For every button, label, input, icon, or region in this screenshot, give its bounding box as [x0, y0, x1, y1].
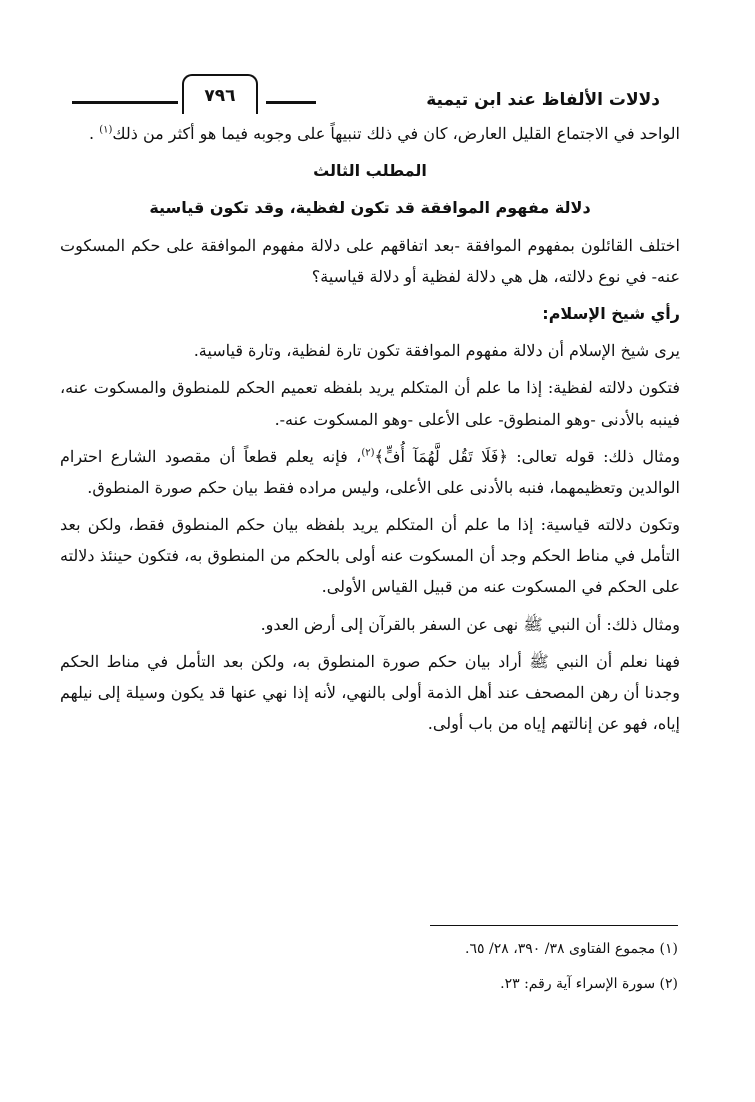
subheading: رأي شيخ الإسلام:: [542, 303, 680, 323]
paragraph: وتكون دلالته قياسية: إذا ما علم أن المتكلم يريد بلفظه بيان حكم المنطوق فقط، ولكن بعد التأمل في مناط الحكم وجد أن المسكوت عنه أولى بالحكم من المنطوق به، فتكون حينئذ دلالته على الحكم في المسكوت عنه من قبيل القياس الأولى.: [60, 515, 680, 597]
footnotes: [300, 936, 678, 1005]
footnote-ref: (٢): [361, 447, 375, 459]
paragraph: ومثال ذلك: أن النبي ﷺ نهى عن السفر بالقرآن إلى أرض العدو.: [260, 614, 680, 634]
page-number-box: [182, 74, 258, 114]
footnote-separator: [430, 925, 678, 926]
footnote-1: (١) مجموع الفتاوى ٣٨/ ٣٩٠، ٢٨/ ٦٥.: [465, 941, 678, 957]
paragraph-text: الواحد في الاجتماع القليل العارض، كان في ذلك تنبيهاً على وجوبه فيما هو أكثر من ذلك: [112, 124, 680, 143]
paragraph: فهنا نعلم أن النبي ﷺ أراد بيان حكم صورة المنطوق به، ولكن بعد التأمل في مناط الحكم وجدنا أن رهن المصحف عند أهل الذمة أولى بالنهي، لأنه إذا نهي عنها قد يكون وسيلة إلى نيلهم إياه، فهو عن إنالتهم إياه من باب أولى.: [60, 651, 680, 734]
header-rule-left: [72, 101, 178, 104]
section-subtitle: دلالة مفهوم الموافقة قد تكون لفظية، وقد تكون قياسية: [149, 198, 591, 218]
section-title: المطلب الثالث: [313, 161, 427, 181]
footnote-ref: (١): [99, 124, 113, 136]
paragraph: فتكون دلالته لفظية: إذا ما علم أن المتكلم يريد بلفظه تعميم الحكم للمنطوق والمسكوت عنه، فينبه بالأدنى -وهو المنطوق- على الأعلى -وهو المسكوت عنه-.: [60, 378, 680, 429]
paragraph: اختلف القائلون بمفهوم الموافقة -بعد اتفاقهم على دلالة مفهوم الموافقة على حكم المسكوت عنه- في نوع دلالته، هل هي دلالة لفظية أو دلالة قياسية؟: [60, 235, 680, 286]
paragraph: يرى شيخ الإسلام أن دلالة مفهوم الموافقة تكون تارة لفظية، وتارة قياسية.: [193, 341, 680, 361]
page-number: ٧٩٦: [204, 86, 236, 106]
paragraph: [60, 441, 680, 503]
page-header: [28, 68, 688, 114]
book-title: دلالات الألفاظ عند ابن تيمية: [426, 90, 660, 110]
paragraph: الواحد في الاجتماع القليل العارض، كان في ذلك تنبيهاً على وجوبه فيما هو أكثر من ذلك$^{(١)}$ .: [89, 124, 680, 143]
paragraph-text: ، فإنه يعلم قطعاً أن مقصود الشارع احترام الوالدين وتعظيمهما، فنبه بالأدنى على الأعلى، وليس مراده فقط بيان حكم صورة المنطوق.: [60, 446, 680, 497]
page-body: [60, 118, 680, 745]
footnote-2: (٢) سورة الإسراء آية رقم: ٢٣.: [500, 975, 678, 992]
quran-quote: ومثال ذلك: قوله تعالى: ﴿فَلَا تَقُل لَّهُمَآ أُفٍّ﴾: [374, 446, 681, 466]
